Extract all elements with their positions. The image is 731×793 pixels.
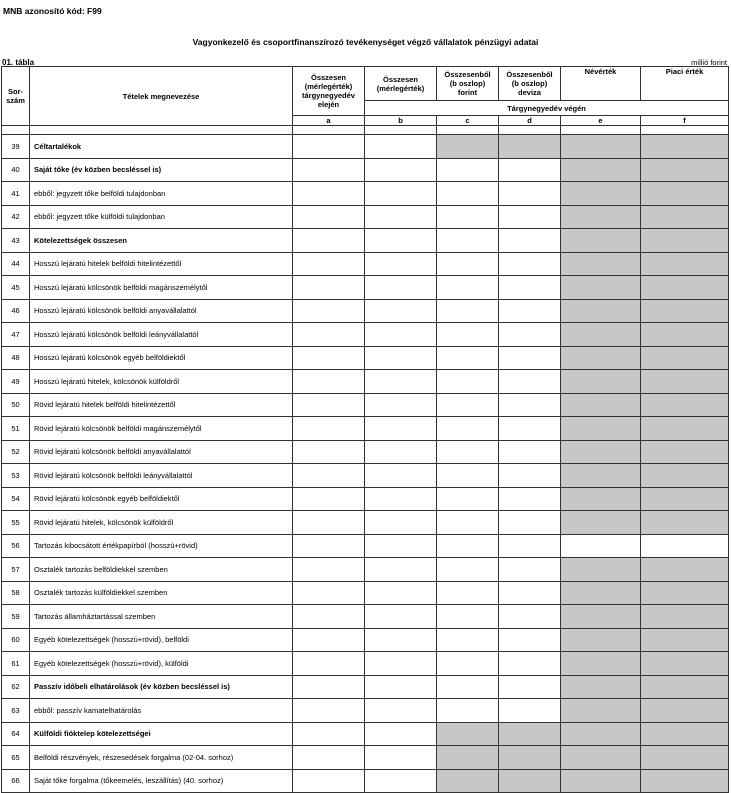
shaded-cell-f	[641, 511, 729, 535]
input-cell-a[interactable]	[293, 276, 365, 300]
shaded-cell-f	[641, 699, 729, 723]
shaded-cell-d	[499, 769, 561, 793]
row-number: 46	[2, 299, 30, 323]
input-cell-d[interactable]	[499, 158, 561, 182]
input-cell-a[interactable]	[293, 675, 365, 699]
row-label: Hosszú lejáratú hitelek belföldi hitelintézettől	[30, 252, 293, 276]
shaded-cell-e	[561, 722, 641, 746]
table-row	[2, 558, 729, 582]
row-number: 64	[2, 722, 30, 746]
table-row	[2, 699, 729, 723]
shaded-cell-e	[561, 440, 641, 464]
input-cell-c[interactable]	[437, 417, 499, 441]
input-cell-d[interactable]	[499, 652, 561, 676]
shaded-cell-f	[641, 346, 729, 370]
row-label: ebből: passzív kamatelhatárolás	[30, 699, 293, 723]
row-label: Tartozás államháztartással szemben	[30, 605, 293, 629]
row-label: Saját tőke (év közben becsléssel is)	[30, 158, 293, 182]
header-tetelek: Tételek megnevezése	[30, 67, 293, 126]
row-number: 55	[2, 511, 30, 535]
table-row	[2, 393, 729, 417]
table-row	[2, 675, 729, 699]
input-cell-d[interactable]	[499, 276, 561, 300]
input-cell-a[interactable]	[293, 652, 365, 676]
row-label: Hosszú lejáratú kölcsönök belföldi anyavállalattól	[30, 299, 293, 323]
spacer-cell	[499, 126, 561, 135]
input-cell-d[interactable]	[499, 323, 561, 347]
row-number: 60	[2, 628, 30, 652]
row-label: Céltartalékok	[30, 135, 293, 159]
input-cell-a[interactable]	[293, 299, 365, 323]
input-cell-a[interactable]	[293, 769, 365, 793]
table-row	[2, 652, 729, 676]
shaded-cell-e	[561, 605, 641, 629]
header-col-f: Piaci érték	[641, 67, 729, 101]
input-cell-a[interactable]	[293, 605, 365, 629]
spacer-cell	[561, 126, 641, 135]
input-cell-a[interactable]	[293, 323, 365, 347]
row-label: Belföldi részvények, részesedések forgalma (02-04. sorhoz)	[30, 746, 293, 770]
input-cell-a[interactable]	[293, 252, 365, 276]
shaded-cell-e	[561, 323, 641, 347]
shaded-cell-f	[641, 558, 729, 582]
input-cell-b[interactable]	[365, 417, 437, 441]
shaded-cell-f	[641, 276, 729, 300]
table-row	[2, 370, 729, 394]
input-cell-c[interactable]	[437, 699, 499, 723]
input-cell-c[interactable]	[437, 675, 499, 699]
table-row	[2, 158, 729, 182]
input-cell-a[interactable]	[293, 229, 365, 253]
input-cell-a[interactable]	[293, 722, 365, 746]
shaded-cell-f	[641, 746, 729, 770]
shaded-cell-e	[561, 417, 641, 441]
header-period: Tárgynegyedév végén	[365, 101, 729, 116]
table-row	[2, 746, 729, 770]
input-cell-d[interactable]	[499, 370, 561, 394]
row-label: Kötelezettségek összesen	[30, 229, 293, 253]
data-table	[1, 66, 729, 793]
shaded-cell-e	[561, 182, 641, 206]
row-number: 54	[2, 487, 30, 511]
input-cell-a[interactable]	[293, 628, 365, 652]
input-cell-c[interactable]	[437, 299, 499, 323]
input-cell-a[interactable]	[293, 135, 365, 159]
input-cell-d[interactable]	[499, 205, 561, 229]
input-cell-d[interactable]	[499, 252, 561, 276]
row-label: Passzív időbeli elhatárolások (év közben becsléssel is)	[30, 675, 293, 699]
shaded-cell-e	[561, 746, 641, 770]
col-letter-b: b	[365, 116, 437, 126]
input-cell-c[interactable]	[437, 558, 499, 582]
shaded-cell-f	[641, 229, 729, 253]
input-cell-d[interactable]	[499, 628, 561, 652]
shaded-cell-f	[641, 299, 729, 323]
row-number: 48	[2, 346, 30, 370]
row-number: 56	[2, 534, 30, 558]
row-label: Rövid lejáratú kölcsönök belföldi anyavállalattól	[30, 440, 293, 464]
input-cell-d[interactable]	[499, 464, 561, 488]
row-number: 51	[2, 417, 30, 441]
header-col-d: Összesenből (b oszlop) deviza	[499, 67, 561, 101]
shaded-cell-d	[499, 722, 561, 746]
form-code: MNB azonosító kód: F99	[3, 6, 102, 16]
table-body	[2, 135, 729, 793]
shaded-cell-f	[641, 252, 729, 276]
shaded-cell-f	[641, 675, 729, 699]
row-number: 45	[2, 276, 30, 300]
shaded-cell-f	[641, 370, 729, 394]
shaded-cell-f	[641, 135, 729, 159]
shaded-cell-e	[561, 252, 641, 276]
input-cell-b[interactable]	[365, 252, 437, 276]
row-number: 41	[2, 182, 30, 206]
input-cell-a[interactable]	[293, 417, 365, 441]
spacer-cell	[293, 126, 365, 135]
input-cell-a[interactable]	[293, 205, 365, 229]
row-number: 63	[2, 699, 30, 723]
row-number: 53	[2, 464, 30, 488]
input-cell-d[interactable]	[499, 229, 561, 253]
input-cell-b[interactable]	[365, 182, 437, 206]
shaded-cell-c	[437, 135, 499, 159]
table-row	[2, 605, 729, 629]
spacer-cell	[2, 126, 30, 135]
input-cell-c[interactable]	[437, 628, 499, 652]
shaded-cell-e	[561, 135, 641, 159]
table-row	[2, 534, 729, 558]
shaded-cell-c	[437, 746, 499, 770]
shaded-cell-d	[499, 135, 561, 159]
table-id: 01. tábla	[2, 58, 35, 67]
shaded-cell-d	[499, 746, 561, 770]
input-cell-b[interactable]	[365, 276, 437, 300]
input-cell-b[interactable]	[365, 158, 437, 182]
row-number: 40	[2, 158, 30, 182]
shaded-cell-f	[641, 393, 729, 417]
row-number: 57	[2, 558, 30, 582]
input-cell-a[interactable]	[293, 746, 365, 770]
input-cell-c[interactable]	[437, 605, 499, 629]
row-number: 65	[2, 746, 30, 770]
shaded-cell-e	[561, 464, 641, 488]
row-number: 42	[2, 205, 30, 229]
table-row	[2, 205, 729, 229]
shaded-cell-c	[437, 722, 499, 746]
row-label: ebből: jegyzett tőke belföldi tulajdonban	[30, 182, 293, 206]
input-cell-d[interactable]	[499, 558, 561, 582]
row-label: Egyéb kötelezettségek (hosszú+rövid), belföldi	[30, 628, 293, 652]
shaded-cell-f	[641, 605, 729, 629]
shaded-cell-f	[641, 652, 729, 676]
table-row	[2, 346, 729, 370]
input-cell-c[interactable]	[437, 346, 499, 370]
table-row	[2, 323, 729, 347]
shaded-cell-e	[561, 158, 641, 182]
row-number: 43	[2, 229, 30, 253]
row-label: Hosszú lejáratú kölcsönök egyéb belföldiektől	[30, 346, 293, 370]
input-cell-d[interactable]	[499, 511, 561, 535]
input-cell-d[interactable]	[499, 393, 561, 417]
table-row	[2, 229, 729, 253]
shaded-cell-f	[641, 464, 729, 488]
input-cell-a[interactable]	[293, 699, 365, 723]
row-label: Külföldi fióktelep kötelezettségei	[30, 722, 293, 746]
input-cell-b[interactable]	[365, 205, 437, 229]
input-cell-c[interactable]	[437, 487, 499, 511]
input-cell-b[interactable]	[365, 699, 437, 723]
input-cell-c[interactable]	[437, 205, 499, 229]
row-number: 59	[2, 605, 30, 629]
row-label: Egyéb kötelezettségek (hosszú+rövid), külföldi	[30, 652, 293, 676]
table-row	[2, 769, 729, 793]
input-cell-d[interactable]	[499, 440, 561, 464]
table-row	[2, 417, 729, 441]
input-cell-b[interactable]	[365, 323, 437, 347]
row-label: Hosszú lejáratú kölcsönök belföldi magánszemélytől	[30, 276, 293, 300]
row-label: Rövid lejáratú hitelek, kölcsönök külföldről	[30, 511, 293, 535]
input-cell-a[interactable]	[293, 464, 365, 488]
input-cell-c[interactable]	[437, 534, 499, 558]
shaded-cell-f	[641, 628, 729, 652]
row-label: Osztalék tartozás belföldiekkel szemben	[30, 558, 293, 582]
col-letter-f: f	[641, 116, 729, 126]
input-cell-d[interactable]	[499, 487, 561, 511]
page-title: Vagyonkezelő és csoportfinanszírozó tevékenységet végző vállalatok pénzügyi adatai	[192, 37, 539, 47]
shaded-cell-c	[437, 769, 499, 793]
row-label: Hosszú lejáratú kölcsönök belföldi leányvállalattól	[30, 323, 293, 347]
input-cell-b[interactable]	[365, 135, 437, 159]
input-cell-b[interactable]	[365, 652, 437, 676]
row-number: 62	[2, 675, 30, 699]
input-cell-b[interactable]	[365, 722, 437, 746]
shaded-cell-e	[561, 487, 641, 511]
shaded-cell-f	[641, 323, 729, 347]
input-cell-b[interactable]	[365, 605, 437, 629]
input-cell-c[interactable]	[437, 252, 499, 276]
table-row	[2, 299, 729, 323]
shaded-cell-e	[561, 299, 641, 323]
row-label: ebből: jegyzett tőke külföldi tulajdonban	[30, 205, 293, 229]
header-col-a: Összesen (mérlegérték) tárgynegyedév elején	[293, 67, 365, 116]
row-number: 50	[2, 393, 30, 417]
shaded-cell-e	[561, 229, 641, 253]
col-letter-d: d	[499, 116, 561, 126]
input-cell-c[interactable]	[437, 323, 499, 347]
input-cell-b[interactable]	[365, 346, 437, 370]
input-cell-b[interactable]	[365, 370, 437, 394]
table-row	[2, 440, 729, 464]
shaded-cell-f	[641, 182, 729, 206]
table-row	[2, 464, 729, 488]
row-label: Saját tőke forgalma (tőkeemelés, leszállítás) (40. sorhoz)	[30, 769, 293, 793]
input-cell-c[interactable]	[437, 370, 499, 394]
input-cell-a[interactable]	[293, 158, 365, 182]
shaded-cell-e	[561, 370, 641, 394]
row-label: Rövid lejáratú kölcsönök belföldi magánszemélytől	[30, 417, 293, 441]
row-label: Osztalék tartozás külföldiekkel szemben	[30, 581, 293, 605]
input-cell-c[interactable]	[437, 511, 499, 535]
row-label: Rövid lejáratú kölcsönök belföldi leányvállalattól	[30, 464, 293, 488]
input-cell-c[interactable]	[437, 182, 499, 206]
col-letter-a: a	[293, 116, 365, 126]
input-cell-d[interactable]	[499, 699, 561, 723]
table-row	[2, 511, 729, 535]
input-cell-a[interactable]	[293, 440, 365, 464]
input-cell-b[interactable]	[365, 393, 437, 417]
input-cell-f[interactable]	[641, 534, 729, 558]
table-row	[2, 628, 729, 652]
input-cell-b[interactable]	[365, 746, 437, 770]
shaded-cell-e	[561, 581, 641, 605]
row-label: Tartozás kibocsátott értékpapírból (hosszú+rövid)	[30, 534, 293, 558]
table-row	[2, 487, 729, 511]
header-col-e: Névérték	[561, 67, 641, 101]
unit-label: millió forint	[691, 58, 727, 67]
input-cell-b[interactable]	[365, 511, 437, 535]
col-letter-e: e	[561, 116, 641, 126]
shaded-cell-e	[561, 628, 641, 652]
shaded-cell-e	[561, 276, 641, 300]
input-cell-a[interactable]	[293, 534, 365, 558]
spacer-cell	[641, 126, 729, 135]
table-row	[2, 276, 729, 300]
input-cell-a[interactable]	[293, 346, 365, 370]
shaded-cell-e	[561, 393, 641, 417]
shaded-cell-e	[561, 652, 641, 676]
shaded-cell-e	[561, 346, 641, 370]
row-number: 47	[2, 323, 30, 347]
input-cell-b[interactable]	[365, 769, 437, 793]
shaded-cell-f	[641, 417, 729, 441]
table-row	[2, 581, 729, 605]
row-label: Rövid lejáratú kölcsönök egyéb belföldiektől	[30, 487, 293, 511]
input-cell-a[interactable]	[293, 581, 365, 605]
input-cell-d[interactable]	[499, 299, 561, 323]
input-cell-c[interactable]	[437, 440, 499, 464]
input-cell-b[interactable]	[365, 581, 437, 605]
input-cell-a[interactable]	[293, 393, 365, 417]
input-cell-a[interactable]	[293, 370, 365, 394]
table-row	[2, 252, 729, 276]
shaded-cell-e	[561, 769, 641, 793]
row-number: 52	[2, 440, 30, 464]
shaded-cell-f	[641, 487, 729, 511]
input-cell-e[interactable]	[561, 534, 641, 558]
input-cell-c[interactable]	[437, 158, 499, 182]
input-cell-c[interactable]	[437, 276, 499, 300]
table-row	[2, 722, 729, 746]
table-row	[2, 135, 729, 159]
input-cell-d[interactable]	[499, 346, 561, 370]
input-cell-c[interactable]	[437, 393, 499, 417]
shaded-cell-f	[641, 205, 729, 229]
shaded-cell-f	[641, 158, 729, 182]
row-number: 61	[2, 652, 30, 676]
input-cell-b[interactable]	[365, 487, 437, 511]
shaded-cell-f	[641, 440, 729, 464]
row-label: Hosszú lejáratú hitelek, kölcsönök külföldről	[30, 370, 293, 394]
input-cell-d[interactable]	[499, 581, 561, 605]
input-cell-a[interactable]	[293, 511, 365, 535]
row-number: 66	[2, 769, 30, 793]
spacer-cell	[365, 126, 437, 135]
input-cell-c[interactable]	[437, 652, 499, 676]
row-label: Rövid lejáratú hitelek belföldi hitelintézettől	[30, 393, 293, 417]
input-cell-c[interactable]	[437, 464, 499, 488]
input-cell-c[interactable]	[437, 581, 499, 605]
input-cell-b[interactable]	[365, 628, 437, 652]
input-cell-c[interactable]	[437, 229, 499, 253]
col-letter-c: c	[437, 116, 499, 126]
input-cell-d[interactable]	[499, 417, 561, 441]
shaded-cell-e	[561, 558, 641, 582]
row-number: 44	[2, 252, 30, 276]
spacer-cell	[30, 126, 293, 135]
shaded-cell-e	[561, 511, 641, 535]
shaded-cell-e	[561, 699, 641, 723]
input-cell-d[interactable]	[499, 605, 561, 629]
shaded-cell-e	[561, 675, 641, 699]
shaded-cell-e	[561, 205, 641, 229]
shaded-cell-f	[641, 581, 729, 605]
header-col-b: Összesen (mérlegérték)	[365, 67, 437, 101]
row-number: 39	[2, 135, 30, 159]
shaded-cell-f	[641, 769, 729, 793]
table-row	[2, 182, 729, 206]
spacer-cell	[437, 126, 499, 135]
header-sorszam: Sor- szám	[2, 67, 30, 126]
input-cell-a[interactable]	[293, 558, 365, 582]
input-cell-d[interactable]	[499, 182, 561, 206]
input-cell-b[interactable]	[365, 299, 437, 323]
input-cell-d[interactable]	[499, 534, 561, 558]
input-cell-a[interactable]	[293, 487, 365, 511]
shaded-cell-f	[641, 722, 729, 746]
input-cell-b[interactable]	[365, 440, 437, 464]
input-cell-b[interactable]	[365, 534, 437, 558]
header-col-c: Összesenből (b oszlop) forint	[437, 67, 499, 101]
row-number: 58	[2, 581, 30, 605]
input-cell-b[interactable]	[365, 675, 437, 699]
input-cell-b[interactable]	[365, 558, 437, 582]
input-cell-a[interactable]	[293, 182, 365, 206]
input-cell-b[interactable]	[365, 464, 437, 488]
input-cell-b[interactable]	[365, 229, 437, 253]
row-number: 49	[2, 370, 30, 394]
input-cell-d[interactable]	[499, 675, 561, 699]
